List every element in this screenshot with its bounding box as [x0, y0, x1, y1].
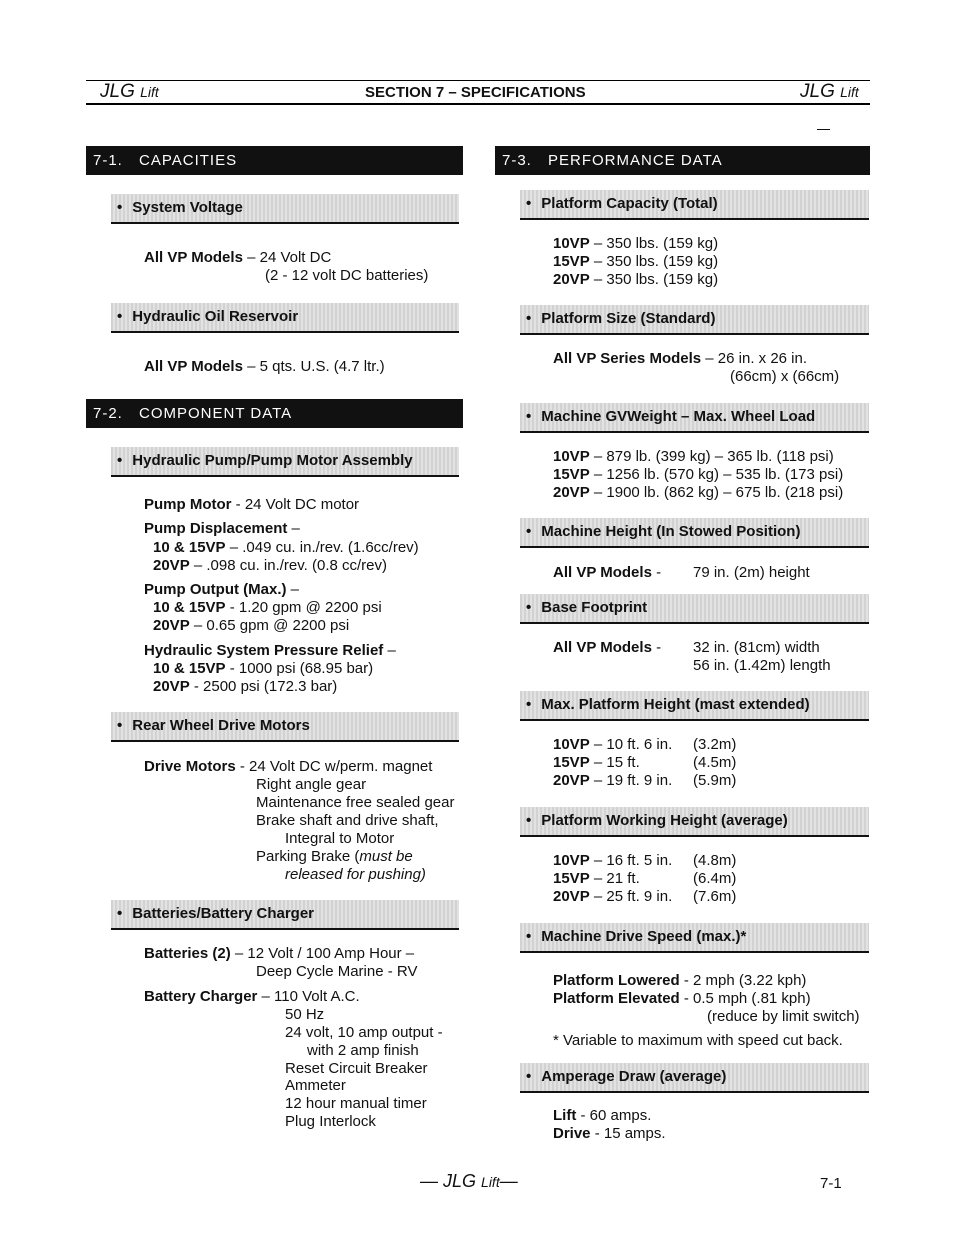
pump-disp-heading: Pump Displacement – [144, 520, 300, 537]
section-component: 7-2. COMPONENT DATA [86, 399, 463, 428]
charger-c7: 12 hour manual timer [285, 1095, 427, 1112]
pump-disp-1: 10 & 15VP – .049 cu. in./rev. (1.6cc/rev) [153, 539, 419, 556]
maxh-20vp-metric: (5.9m) [693, 772, 737, 789]
charger-c3: 24 volt, 10 amp output - [285, 1024, 443, 1041]
workh-20vp: 20VP – 25 ft. 9 in. [553, 888, 673, 905]
charger-c6: Ammeter [285, 1077, 346, 1094]
header-brand-right: JLG Lift [800, 81, 859, 102]
drive-motors-l3: Maintenance free sealed gear [256, 794, 455, 811]
header-bottom-rule [86, 103, 870, 105]
drive-motors-l7: released for pushing) [285, 866, 426, 883]
charger-c8: Plug Interlock [285, 1113, 376, 1130]
maxh-10vp: 10VP – 10 ft. 6 in. [553, 736, 673, 753]
subhead-batteries: • Batteries/Battery Charger [111, 900, 459, 930]
relief-heading: Hydraulic System Pressure Relief – [144, 642, 396, 659]
footprint-label: All VP Models - [553, 639, 662, 656]
subhead-platform-capacity: • Platform Capacity (Total) [520, 190, 869, 220]
relief-2: 20VP - 2500 psi (172.3 bar) [153, 678, 338, 695]
voltage-line: All VP Models – 24 Volt DC [144, 249, 332, 266]
size-line: All VP Series Models – 26 in. x 26 in. [553, 350, 808, 367]
batteries-l2: Deep Cycle Marine - RV [256, 963, 418, 980]
charger-line: Battery Charger – 110 Volt A.C. [144, 988, 360, 1005]
pump-motor-line: Pump Motor - 24 Volt DC motor [144, 496, 360, 513]
gvw-15vp: 15VP – 1256 lb. (570 kg) – 535 lb. (173 psi) [553, 466, 844, 483]
height-value: 79 in. (2m) height [693, 564, 810, 581]
speed-lowered: Platform Lowered - 2 mph (3.22 kph) [553, 972, 807, 989]
pump-output-2: 20VP – 0.65 gpm @ 2200 psi [153, 617, 350, 634]
footprint-length: 56 in. (1.42m) length [693, 657, 831, 674]
footer-brand: — JLG Lift— [420, 1171, 518, 1191]
header-top-rule [86, 80, 870, 81]
maxh-15vp: 15VP – 15 ft. [553, 754, 640, 771]
dash-mark [817, 129, 830, 130]
header-brand-left: JLG Lift [100, 81, 159, 102]
workh-10vp: 10VP – 16 ft. 5 in. [553, 852, 673, 869]
batteries-line: Batteries (2) – 12 Volt / 100 Amp Hour – [144, 945, 415, 962]
charger-c5: Reset Circuit Breaker [285, 1060, 428, 1077]
subhead-base-footprint: • Base Footprint [520, 594, 869, 624]
speed-note: (reduce by limit switch) [707, 1008, 860, 1025]
drive-motors-line: Drive Motors - 24 Volt DC w/perm. magnet [144, 758, 433, 775]
gvw-10vp: 10VP – 879 lb. (399 kg) – 365 lb. (118 psi) [553, 448, 834, 465]
subhead-system-voltage: • System Voltage [111, 194, 459, 224]
subhead-amperage: • Amperage Draw (average) [520, 1063, 869, 1093]
charger-c4: with 2 amp finish [307, 1042, 419, 1059]
subhead-wheel-motors: • Rear Wheel Drive Motors [111, 712, 459, 742]
section-performance: 7-3. PERFORMANCE DATA [495, 146, 870, 175]
pump-disp-2: 20VP – .098 cu. in./rev. (0.8 cc/rev) [153, 557, 388, 574]
section-capacities: 7-1. CAPACITIES [86, 146, 463, 175]
pump-output-1: 10 & 15VP - 1.20 gpm @ 2200 psi [153, 599, 382, 616]
gvw-20vp: 20VP – 1900 lb. (862 kg) – 675 lb. (218 psi) [553, 484, 844, 501]
relief-1: 10 & 15VP - 1000 psi (68.95 bar) [153, 660, 374, 677]
subhead-working-height: • Platform Working Height (average) [520, 807, 869, 837]
speed-elevated: Platform Elevated - 0.5 mph (.81 kph) [553, 990, 811, 1007]
amps-drive: Drive - 15 amps. [553, 1125, 666, 1142]
pump-output-heading: Pump Output (Max.) – [144, 581, 300, 598]
size-metric: (66cm) x (66cm) [730, 368, 840, 385]
subhead-machine-height: • Machine Height (In Stowed Position) [520, 518, 869, 548]
capacity-10vp: 10VP – 350 lbs. (159 kg) [553, 235, 719, 252]
subhead-gvweight: • Machine GVWeight – Max. Wheel Load [520, 403, 869, 433]
subhead-hyd-reservoir: • Hydraulic Oil Reservoir [111, 303, 459, 333]
header-title: SECTION 7 – SPECIFICATIONS [365, 84, 586, 101]
height-label: All VP Models - [553, 564, 662, 581]
capacity-20vp: 20VP – 350 lbs. (159 kg) [553, 271, 719, 288]
workh-10vp-metric: (4.8m) [693, 852, 737, 869]
subhead-max-platform-height: • Max. Platform Height (mast extended) [520, 691, 869, 721]
speed-footnote: * Variable to maximum with speed cut back. [553, 1032, 843, 1049]
voltage-note: (2 - 12 volt DC batteries) [265, 267, 429, 284]
drive-motors-l5: Integral to Motor [285, 830, 395, 847]
subhead-drive-speed: • Machine Drive Speed (max.)* [520, 923, 869, 953]
drive-motors-l2: Right angle gear [256, 776, 367, 793]
maxh-10vp-metric: (3.2m) [693, 736, 737, 753]
reservoir-line: All VP Models – 5 qts. U.S. (4.7 ltr.) [144, 358, 385, 375]
capacity-15vp: 15VP – 350 lbs. (159 kg) [553, 253, 719, 270]
maxh-15vp-metric: (4.5m) [693, 754, 737, 771]
workh-15vp: 15VP – 21 ft. [553, 870, 640, 887]
drive-motors-l4: Brake shaft and drive shaft, [256, 812, 439, 829]
charger-c2: 50 Hz [285, 1006, 325, 1023]
workh-15vp-metric: (6.4m) [693, 870, 737, 887]
subhead-pump-assembly: • Hydraulic Pump/Pump Motor Assembly [111, 447, 459, 477]
footer-page-number: 7-1 [820, 1175, 842, 1192]
subhead-platform-size: • Platform Size (Standard) [520, 305, 869, 335]
footprint-width: 32 in. (81cm) width [693, 639, 820, 656]
drive-motors-l6: Parking Brake (must be [256, 848, 413, 865]
amps-lift: Lift - 60 amps. [553, 1107, 652, 1124]
workh-20vp-metric: (7.6m) [693, 888, 737, 905]
maxh-20vp: 20VP – 19 ft. 9 in. [553, 772, 673, 789]
